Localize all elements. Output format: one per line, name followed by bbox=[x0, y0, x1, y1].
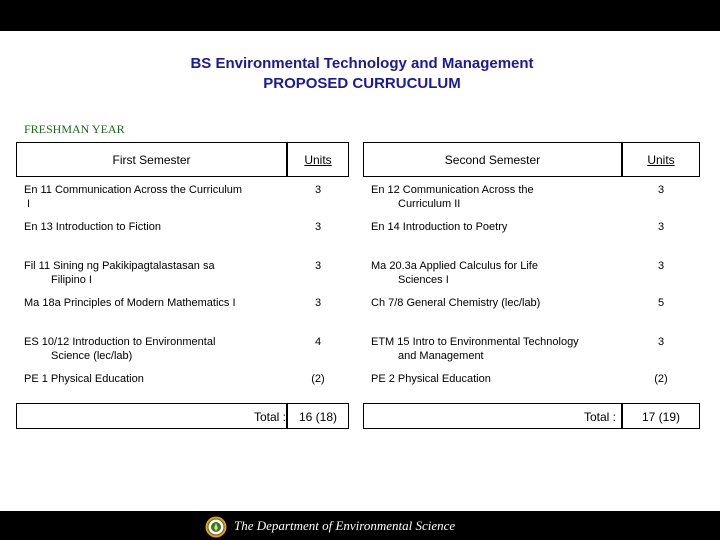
course-right-line-1: Ch 7/8 General Chemistry (lec/lab) bbox=[371, 297, 541, 309]
department-seal-icon bbox=[205, 516, 227, 538]
course-right bbox=[371, 259, 621, 287]
course-left bbox=[24, 296, 286, 310]
units-right: 3 bbox=[657, 336, 665, 348]
course-left-line-2: Science (lec/lab) bbox=[51, 350, 133, 362]
total-right-value: 17 (19) bbox=[641, 410, 681, 424]
units-left: 4 bbox=[314, 336, 322, 348]
footer-text: The Department of Environmental Science bbox=[234, 518, 456, 533]
course-right-line-1: En 14 Introduction to Poetry bbox=[371, 221, 508, 233]
units-right: 3 bbox=[657, 184, 665, 196]
page-title bbox=[0, 54, 720, 94]
units-left: 3 bbox=[314, 184, 322, 196]
units-left: 3 bbox=[314, 221, 322, 233]
course-left-line-1: PE 1 Physical Education bbox=[24, 373, 144, 385]
course-right bbox=[371, 220, 621, 234]
course-left-line-1: Fil 11 Sining ng Pakikipagtalastasan sa bbox=[24, 260, 215, 272]
course-left bbox=[24, 335, 286, 363]
header-units-left: Units bbox=[304, 153, 332, 167]
header-second-semester: Second Semester bbox=[444, 153, 541, 167]
header-units-right: Units bbox=[647, 153, 675, 167]
units-right: 3 bbox=[657, 221, 665, 233]
total-right-label: Total : bbox=[583, 410, 616, 424]
course-right-line-2: and Management bbox=[398, 350, 484, 362]
course-left bbox=[24, 372, 286, 386]
units-left: 3 bbox=[314, 260, 322, 272]
course-right bbox=[371, 372, 621, 386]
course-right bbox=[371, 183, 621, 211]
course-right-line-1: En 12 Communication Across the bbox=[371, 184, 534, 196]
total-left-label: Total : bbox=[253, 410, 286, 424]
course-left bbox=[24, 259, 286, 287]
course-left-line-2: Filipino I bbox=[51, 274, 92, 286]
units-right: (2) bbox=[654, 373, 668, 385]
units-left: (2) bbox=[311, 373, 325, 385]
course-right-line-1: Ma 20.3a Applied Calculus for Life bbox=[371, 260, 538, 272]
units-right: 5 bbox=[657, 297, 665, 309]
header-first-semester: First Semester bbox=[112, 153, 191, 167]
total-left-value: 16 (18) bbox=[298, 410, 338, 424]
course-left-line-1: ES 10/12 Introduction to Environmental bbox=[24, 336, 216, 348]
course-right bbox=[371, 296, 621, 310]
units-left: 3 bbox=[314, 297, 322, 309]
title-line-1: BS Environmental Technology and Management bbox=[190, 55, 534, 72]
course-left-line-1: En 11 Communication Across the Curriculum bbox=[24, 184, 243, 196]
title-line-2: PROPOSED CURRUCULUM bbox=[263, 75, 461, 92]
course-right-line-2: Curriculum II bbox=[398, 198, 461, 210]
course-right-line-1: ETM 15 Intro to Environmental Technology bbox=[371, 336, 579, 348]
course-left-line-1: En 13 Introduction to Fiction bbox=[24, 221, 161, 233]
course-right-line-2: Sciences I bbox=[398, 274, 449, 286]
top-bar bbox=[0, 0, 720, 31]
course-right-line-1: PE 2 Physical Education bbox=[371, 373, 491, 385]
course-left-line-1: Ma 18a Principles of Modern Mathematics I bbox=[24, 297, 236, 309]
course-left bbox=[24, 183, 286, 211]
units-right: 3 bbox=[657, 260, 665, 272]
course-right bbox=[371, 335, 621, 363]
course-left-line-2: I bbox=[27, 198, 31, 210]
course-left bbox=[24, 220, 286, 234]
year-label: FRESHMAN YEAR bbox=[24, 122, 125, 136]
